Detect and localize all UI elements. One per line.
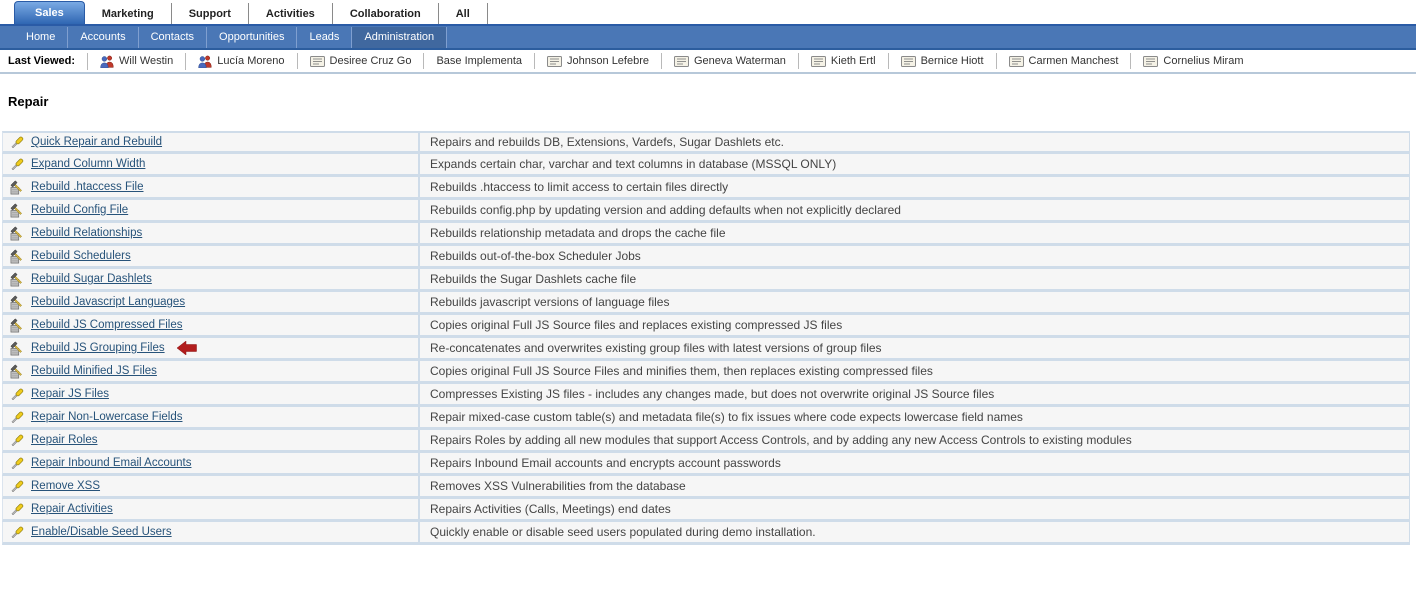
repair-link-cell <box>2 269 420 292</box>
nav-item-home[interactable]: Home <box>14 27 68 48</box>
repair-link-cell <box>2 522 420 545</box>
last-viewed-item-label: Carmen Manchest <box>1028 55 1119 67</box>
table-row <box>2 430 1410 453</box>
hammer-icon <box>10 180 25 195</box>
last-viewed-item-label: Will Westin <box>119 55 174 67</box>
repair-description: Repairs Inbound Email accounts and encrypts account passwords <box>420 453 1410 476</box>
repair-description: Removes XSS Vulnerabilities from the database <box>420 476 1410 499</box>
repair-link-cell <box>2 499 420 522</box>
card-icon <box>547 56 562 67</box>
repair-link-cell <box>2 476 420 499</box>
repair-description: Repairs and rebuilds DB, Extensions, Vardefs, Sugar Dashlets etc. <box>420 131 1410 154</box>
last-viewed-item-cornelius-miram[interactable] <box>1130 53 1255 69</box>
tab-activities[interactable]: Activities <box>249 3 333 24</box>
repair-link-rebuild-javascript-languages[interactable]: Rebuild Javascript Languages <box>31 296 186 308</box>
hammer-icon <box>10 226 25 241</box>
repair-link-repair-roles[interactable]: Repair Roles <box>31 434 98 446</box>
repair-link-cell <box>2 292 420 315</box>
last-viewed-item-geneva-waterman[interactable] <box>661 53 798 69</box>
repair-link-repair-js-files[interactable]: Repair JS Files <box>31 388 109 400</box>
hammer-icon <box>10 203 25 218</box>
card-icon <box>811 56 826 67</box>
table-row <box>2 361 1410 384</box>
table-row <box>2 154 1410 177</box>
card-icon <box>310 56 325 67</box>
hammer-icon <box>10 295 25 310</box>
repair-link-repair-activities[interactable]: Repair Activities <box>31 503 113 515</box>
repair-description: Copies original Full JS Source files and replaces existing compressed JS files <box>420 315 1410 338</box>
repair-link-repair-inbound-email-accounts[interactable]: Repair Inbound Email Accounts <box>31 457 192 469</box>
table-row <box>2 269 1410 292</box>
repair-link-rebuild-relationships[interactable]: Rebuild Relationships <box>31 227 143 239</box>
module-nav-bar <box>0 26 1416 50</box>
repair-description: Rebuilds config.php by updating version and adding defaults when not explicitly declared <box>420 200 1410 223</box>
repair-link-cell <box>2 453 420 476</box>
repair-description: Rebuilds relationship metadata and drops the cache file <box>420 223 1410 246</box>
hammer-icon <box>10 272 25 287</box>
repair-link-rebuild-sugar-dashlets[interactable]: Rebuild Sugar Dashlets <box>31 273 152 285</box>
table-row <box>2 476 1410 499</box>
repair-link-cell <box>2 200 420 223</box>
repair-link-repair-non-lowercase-fields[interactable]: Repair Non-Lowercase Fields <box>31 411 183 423</box>
nav-item-opportunities[interactable]: Opportunities <box>207 27 297 48</box>
nav-item-contacts[interactable]: Contacts <box>139 27 207 48</box>
screwdriver-icon <box>10 157 25 172</box>
repair-description: Repair mixed-case custom table(s) and metadata file(s) to fix issues where code expects lowercase field names <box>420 407 1410 430</box>
table-row <box>2 131 1410 154</box>
last-viewed-bar <box>0 50 1416 74</box>
last-viewed-item-label: Cornelius Miram <box>1163 55 1244 67</box>
table-row <box>2 499 1410 522</box>
repair-link-cell <box>2 177 420 200</box>
repair-description: Repairs Activities (Calls, Meetings) end dates <box>420 499 1410 522</box>
hammer-icon <box>10 364 25 379</box>
people-icon <box>198 55 212 68</box>
hammer-icon <box>10 249 25 264</box>
screwdriver-icon <box>10 479 25 494</box>
repair-link-cell <box>2 246 420 269</box>
table-row <box>2 200 1410 223</box>
table-row <box>2 384 1410 407</box>
tab-support[interactable]: Support <box>172 3 249 24</box>
table-row <box>2 292 1410 315</box>
repair-link-rebuild-minified-js-files[interactable]: Rebuild Minified JS Files <box>31 365 157 377</box>
table-row <box>2 315 1410 338</box>
repair-description: Copies original Full JS Source Files and minifies them, then replaces existing compressed files <box>420 361 1410 384</box>
repair-description: Rebuilds the Sugar Dashlets cache file <box>420 269 1410 292</box>
repair-description: Expands certain char, varchar and text columns in database (MSSQL ONLY) <box>420 154 1410 177</box>
repair-link-enable-disable-seed-users[interactable]: Enable/Disable Seed Users <box>31 526 172 538</box>
repair-link-rebuild-js-compressed-files[interactable]: Rebuild JS Compressed Files <box>31 319 183 331</box>
repair-link-cell <box>2 384 420 407</box>
repair-table <box>2 131 1410 545</box>
last-viewed-items <box>87 53 1255 70</box>
repair-description: Rebuilds javascript versions of language files <box>420 292 1410 315</box>
table-row <box>2 338 1410 361</box>
card-icon <box>1143 56 1158 67</box>
screwdriver-icon <box>10 502 25 517</box>
repair-description: Rebuilds .htaccess to limit access to certain files directly <box>420 177 1410 200</box>
repair-description: Rebuilds out-of-the-box Scheduler Jobs <box>420 246 1410 269</box>
repair-link-remove-xss[interactable]: Remove XSS <box>31 480 101 492</box>
repair-link-cell <box>2 315 420 338</box>
tab-collaboration[interactable]: Collaboration <box>333 3 439 24</box>
repair-link-cell <box>2 430 420 453</box>
last-viewed-item-base-implementa[interactable] <box>423 53 534 69</box>
card-icon <box>901 56 916 67</box>
last-viewed-item-carmen-manchest[interactable] <box>996 53 1131 69</box>
last-viewed-item-kieth-ertl[interactable] <box>798 53 888 69</box>
marker-arrow-icon <box>177 341 197 355</box>
card-icon <box>674 56 689 67</box>
table-row <box>2 246 1410 269</box>
last-viewed-item-label: Geneva Waterman <box>694 55 786 67</box>
repair-link-cell <box>2 338 420 361</box>
hammer-icon <box>10 318 25 333</box>
table-row <box>2 223 1410 246</box>
page-title: Repair <box>8 94 49 109</box>
last-viewed-item-bernice-hiott[interactable] <box>888 53 996 69</box>
table-row <box>2 453 1410 476</box>
screwdriver-icon <box>10 525 25 540</box>
repair-description: Re-concatenates and overwrites existing group files with latest versions of group files <box>420 338 1410 361</box>
repair-link-rebuild-schedulers[interactable]: Rebuild Schedulers <box>31 250 131 262</box>
last-viewed-item-label: Kieth Ertl <box>830 55 876 67</box>
nav-item-accounts[interactable]: Accounts <box>68 27 138 48</box>
last-viewed-item-label: Lucía Moreno <box>217 55 285 67</box>
repair-link-rebuild-htaccess-file[interactable]: Rebuild .htaccess File <box>31 181 144 193</box>
screwdriver-icon <box>10 135 25 150</box>
nav-item-leads[interactable]: Leads <box>297 27 352 48</box>
tab-sales[interactable]: Sales <box>14 1 85 24</box>
tab-marketing[interactable]: Marketing <box>85 3 172 24</box>
module-tab-strip <box>0 0 1416 26</box>
last-viewed-label: Last Viewed: <box>8 55 76 67</box>
last-viewed-item-luc-a-moreno[interactable] <box>185 53 296 70</box>
screwdriver-icon <box>10 433 25 448</box>
repair-link-cell <box>2 223 420 246</box>
repair-link-cell <box>2 407 420 430</box>
repair-description: Repairs Roles by adding all new modules that support Access Controls, and by adding any new Access Controls to existing modules <box>420 430 1410 453</box>
last-viewed-item-desiree-cruz-go[interactable] <box>297 53 424 69</box>
repair-link-cell <box>2 154 420 177</box>
table-row <box>2 177 1410 200</box>
table-row <box>2 522 1410 545</box>
repair-link-rebuild-js-grouping-files[interactable]: Rebuild JS Grouping Files <box>31 342 165 354</box>
repair-link-quick-repair-and-rebuild[interactable]: Quick Repair and Rebuild <box>31 136 163 148</box>
card-icon <box>1009 56 1024 67</box>
table-row <box>2 407 1410 430</box>
last-viewed-item-will-westin[interactable] <box>87 53 185 70</box>
screwdriver-icon <box>10 410 25 425</box>
screwdriver-icon <box>10 387 25 402</box>
people-icon <box>100 55 114 68</box>
repair-link-cell <box>2 361 420 384</box>
last-viewed-item-label: Base Implementa <box>436 55 523 67</box>
repair-description: Compresses Existing JS files - includes any changes made, but does not overwrite original JS Source files <box>420 384 1410 407</box>
repair-link-cell <box>2 131 420 154</box>
last-viewed-item-label: Johnson Lefebre <box>567 55 649 67</box>
tab-all[interactable]: All <box>439 3 488 24</box>
last-viewed-item-label: Desiree Cruz Go <box>329 55 412 67</box>
repair-link-rebuild-config-file[interactable]: Rebuild Config File <box>31 204 129 216</box>
repair-link-expand-column-width[interactable]: Expand Column Width <box>31 158 146 170</box>
hammer-icon <box>10 341 25 356</box>
repair-description: Quickly enable or disable seed users populated during demo installation. <box>420 522 1410 545</box>
screwdriver-icon <box>10 456 25 471</box>
nav-item-administration[interactable]: Administration <box>352 27 447 48</box>
last-viewed-item-johnson-lefebre[interactable] <box>534 53 661 69</box>
last-viewed-item-label: Bernice Hiott <box>920 55 984 67</box>
